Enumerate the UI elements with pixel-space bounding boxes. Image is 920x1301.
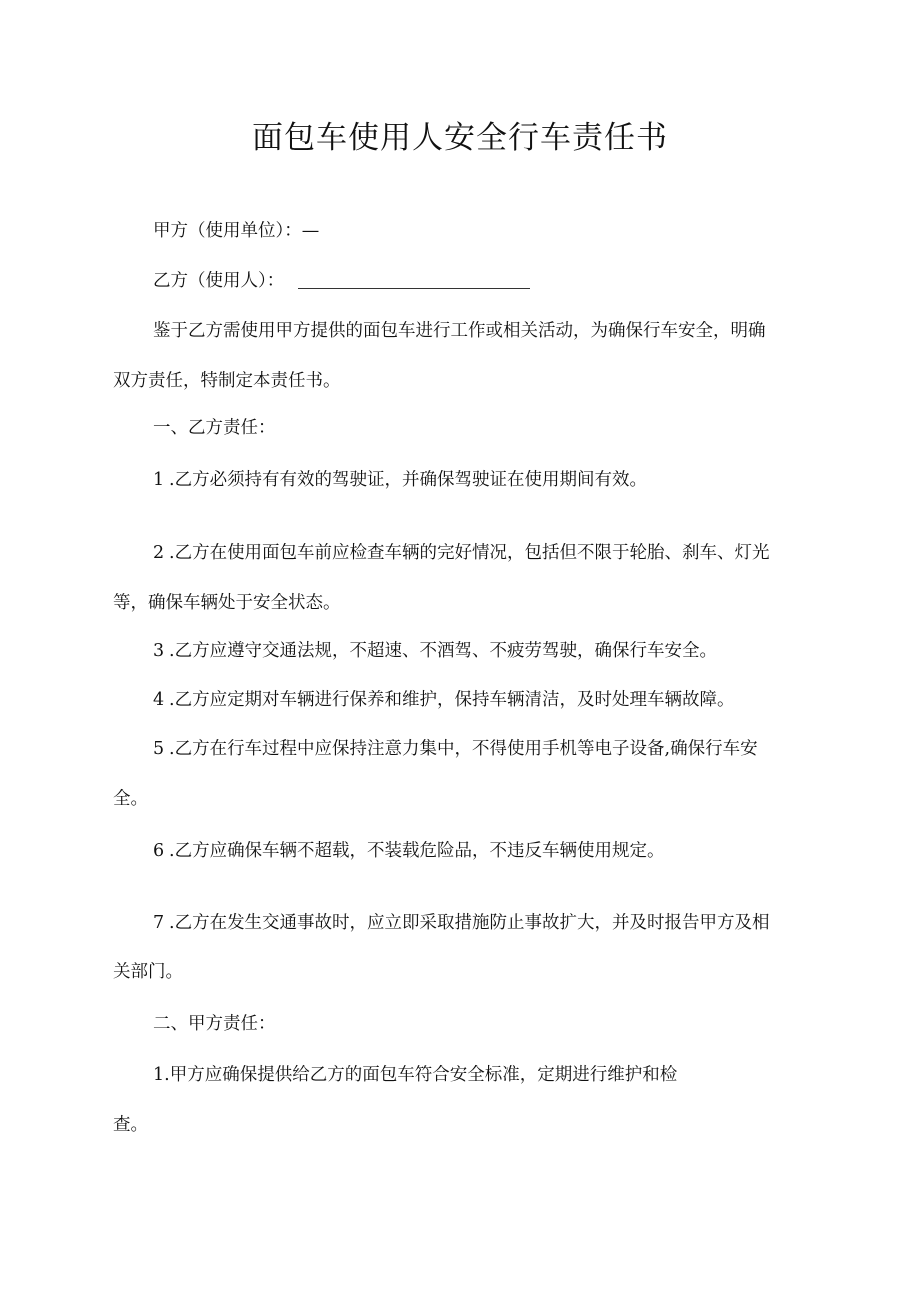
clause-text: .乙方必须持有有效的驾驶证，并确保驾驶证在使用期间有效。 — [169, 470, 648, 490]
clause-number: 2 — [153, 543, 165, 563]
clause-number: 3 — [153, 641, 165, 661]
clause-2-line-1 — [153, 538, 853, 568]
clause-number: 4 — [153, 690, 165, 710]
clause-4 — [153, 685, 853, 715]
clause-3 — [153, 636, 853, 666]
clause-text: .乙方在使用面包车前应检查车辆的完好情况，包括但不限于轮胎、刹车、灯光 — [169, 543, 770, 563]
clause-text: .乙方应定期对车辆进行保养和维护，保持车辆清洁，及时处理车辆故障。 — [169, 690, 735, 710]
party-b-label: 乙方（使用人）： — [153, 271, 285, 291]
clause-text: .乙方应遵守交通法规，不超速、不酒驾、不疲劳驾驶，确保行车安全。 — [169, 641, 718, 661]
clause-text: .乙方在行车过程中应保持注意力集中，不得使用手机等电子设备,确保行车安 — [169, 739, 758, 759]
a-clause-1-line-2: 查。 — [113, 1115, 148, 1135]
intro-paragraph-line-2: 双方责任，特制定本责任书。 — [113, 371, 341, 391]
clause-number: 6 — [153, 841, 165, 861]
clause-5-line-2: 全。 — [113, 789, 148, 809]
clause-7-line-2: 关部门。 — [113, 962, 183, 982]
a-clause-1-line-1: 1.甲方应确保提供给乙方的面包车符合安全标准，定期进行维护和检 — [153, 1065, 678, 1085]
clause-number: 5 — [153, 739, 165, 759]
clause-text: .乙方在发生交通事故时，应立即采取措施防止事故扩大，并及时报告甲方及相 — [169, 913, 770, 933]
clause-text: .乙方应确保车辆不超载，不装载危险品，不违反车辆使用规定。 — [169, 841, 665, 861]
document-title: 面包车使用人安全行车责任书 — [252, 120, 668, 156]
clause-1 — [153, 465, 853, 495]
party-b-line — [153, 266, 853, 296]
clause-2-line-2: 等，确保车辆处于安全状态。 — [113, 593, 341, 613]
party-a-label: 甲方（使用单位）：— — [153, 221, 320, 241]
intro-paragraph-line-1: 鉴于乙方需使用甲方提供的面包车进行工作或相关活动，为确保行车安全，明确 — [153, 321, 766, 341]
clause-7-line-1 — [153, 908, 853, 938]
clause-5-line-1 — [153, 734, 853, 764]
section-1-heading: 一、乙方责任： — [153, 418, 276, 438]
clause-number: 7 — [153, 913, 165, 933]
clause-number: 1 — [153, 470, 165, 490]
clause-6 — [153, 836, 853, 866]
party-a-line — [153, 216, 853, 246]
party-b-blank-underline — [298, 270, 530, 289]
section-2-heading: 二、甲方责任： — [153, 1014, 276, 1034]
